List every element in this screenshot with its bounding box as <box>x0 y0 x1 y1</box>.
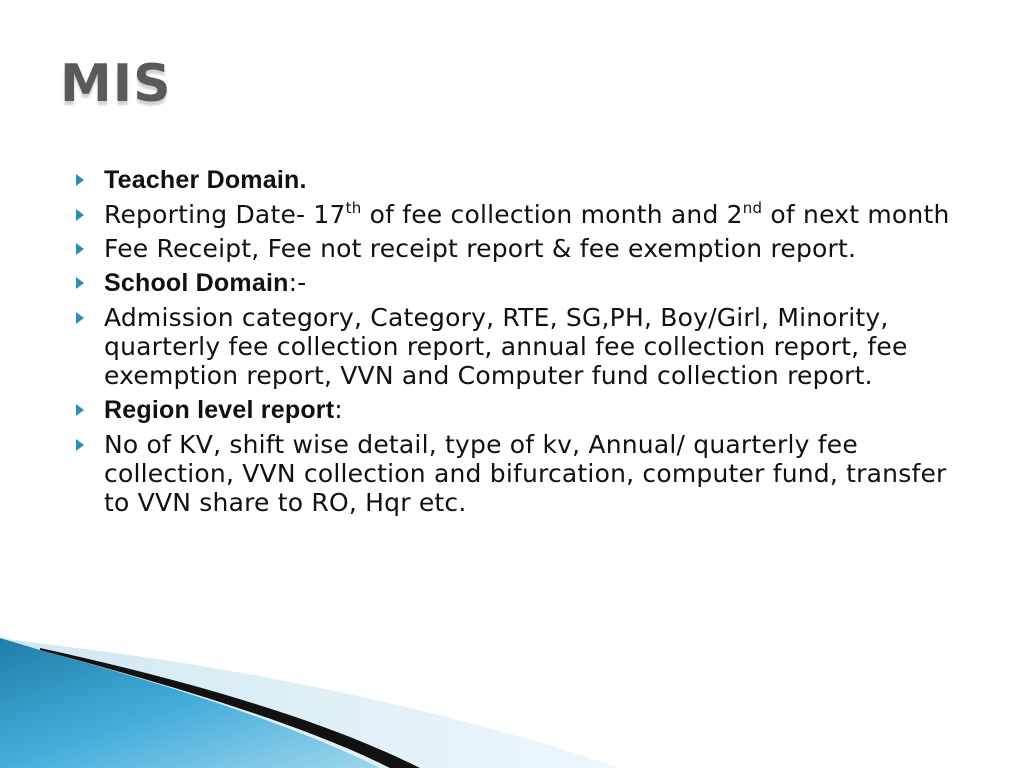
bullet-arrow-icon <box>76 439 84 451</box>
slide-title: MIS <box>60 54 172 114</box>
bullet-arrow-icon <box>76 243 84 255</box>
bullet-item-fee-receipt <box>74 234 974 263</box>
bullet-list <box>74 165 974 522</box>
bullet-arrow-icon <box>76 277 84 289</box>
region-level-suffix: : <box>334 395 343 424</box>
decorative-wave-graphic <box>0 628 1024 768</box>
reporting-date-sup-a: th <box>345 199 362 217</box>
bullet-item-kv-details <box>74 430 974 517</box>
bullet-arrow-icon <box>76 404 84 416</box>
admission-text: Admission category, Category, RTE, SG,PH, Boy/Girl, Minority, quarterly fee collection report, annual fee collection report, fee exemption report, VVN and Computer fund collection report. <box>104 303 908 390</box>
bullet-arrow-icon <box>76 312 84 324</box>
reporting-date-text-b: of fee collection month and 2 <box>361 200 743 229</box>
bullet-arrow-icon <box>76 209 84 221</box>
fee-receipt-text: Fee Receipt, Fee not receipt report & fee exemption report. <box>104 234 857 263</box>
bullet-item-admission <box>74 303 974 390</box>
school-domain-suffix: :- <box>288 268 307 297</box>
bullet-item-reporting-date <box>74 200 974 229</box>
bullet-item-region-level <box>74 395 974 425</box>
kv-details-text: No of KV, shift wise detail, type of kv, Annual/ quarterly fee collection, VVN collection and bifurcation, computer fund, transfer to VVN share to RO, Hqr etc. <box>104 430 947 517</box>
teacher-domain-label: Teacher Domain. <box>104 166 307 194</box>
reporting-date-sup-b: nd <box>742 199 763 217</box>
bullet-item-teacher-domain <box>74 165 974 195</box>
bullet-arrow-icon <box>76 174 84 186</box>
region-level-label: Region level report <box>104 396 335 424</box>
school-domain-label: School Domain <box>104 269 289 297</box>
bullet-item-school-domain <box>74 268 974 298</box>
reporting-date-text-a: Reporting Date- 17 <box>104 200 346 229</box>
reporting-date-text-c: of next month <box>762 200 950 229</box>
